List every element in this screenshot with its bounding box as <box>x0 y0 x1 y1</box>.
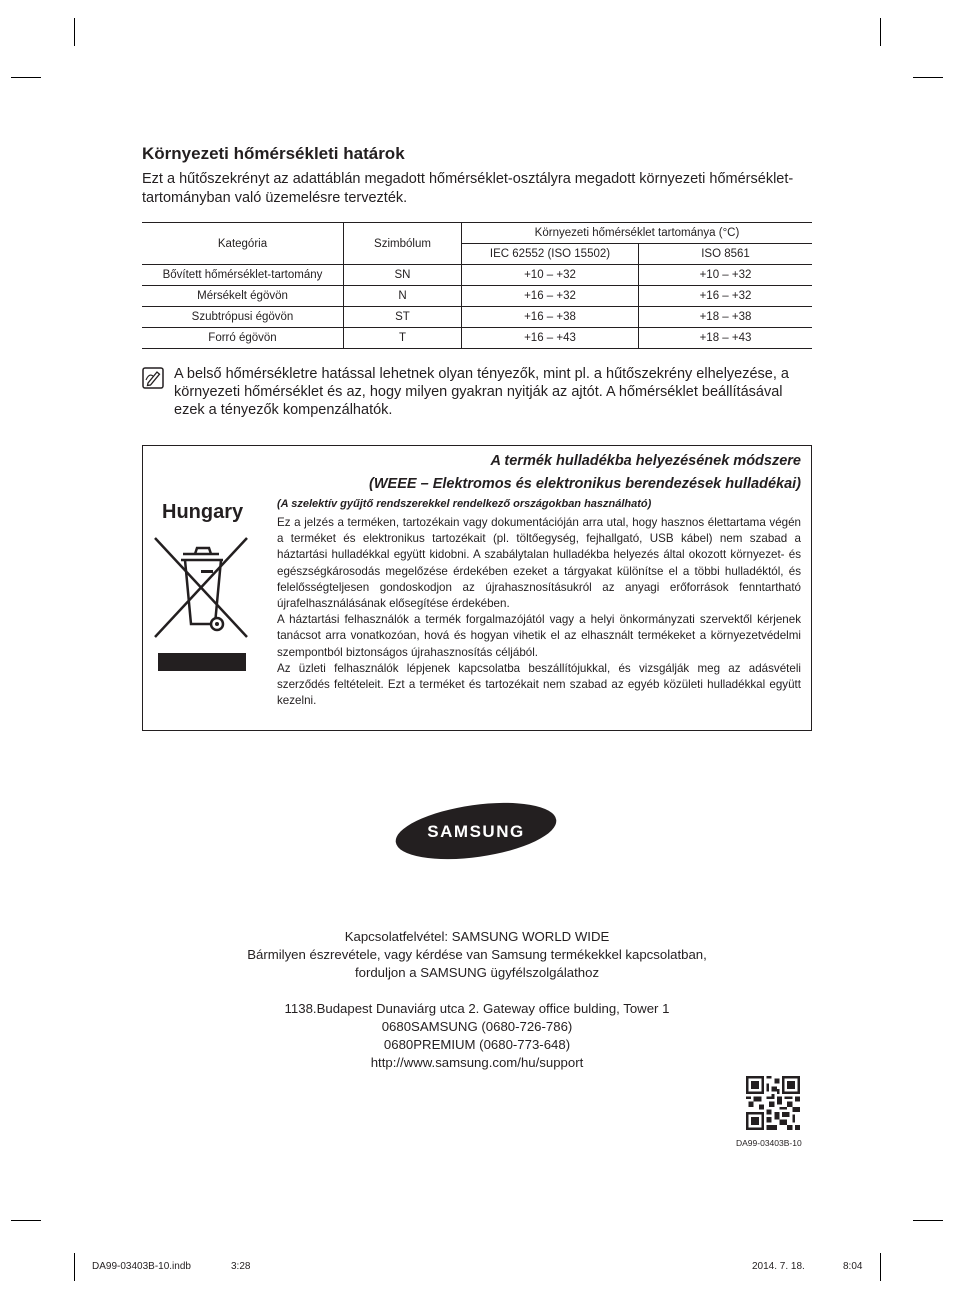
crop-mark <box>11 77 41 78</box>
weee-subtitle: (A szelektív gyűjtő rendszerekkel rendelkező országokban használható) <box>277 498 652 510</box>
cell-category: Bővített hőmérséklet-tartomány <box>142 265 344 286</box>
cell-iso: +18 – +38 <box>639 307 813 328</box>
weee-black-bar <box>158 653 246 671</box>
weee-paragraph: Ez a jelzés a terméken, tartozékain vagy dokumentációján arra utal, hogy hasznos élettartama végén a terméket és elektronikus tartozékait (pl. töltőegység, fejhallgató, USB kábel) nem szabad a háztartási hulladékkal együtt kidobni. A szabálytalan hulladékba helyezés által okozott környezet- és egészségkárosodás megelőzése érdekében ezeket a tárgyakat különítse el a többi hulladéktól, és felelősségteljesen gondoskodjon az újrahasznosításukról az anyagi erőforrások fenntartható újrafelhasználásának elősegítése érdekében. <box>277 516 801 611</box>
contact-phone: 0680PREMIUM (0680-773-648) <box>383 1037 571 1052</box>
header-category: Kategória <box>142 223 344 265</box>
cell-symbol: SN <box>344 265 462 286</box>
cell-iec: +16 – +43 <box>462 328 639 349</box>
header-symbol: Szimbólum <box>344 223 462 265</box>
table-row <box>142 265 812 286</box>
crop-mark <box>74 1253 75 1281</box>
contact-line: forduljon a SAMSUNG ügyfélszolgálathoz <box>354 965 600 980</box>
cell-category: Mérsékelt égövön <box>142 286 344 307</box>
footer-page: 3:28 <box>231 1261 251 1272</box>
cell-iec: +16 – +38 <box>462 307 639 328</box>
cell-iec: +10 – +32 <box>462 265 639 286</box>
contact-line: Kapcsolatfelvétel: SAMSUNG WORLD WIDE <box>344 929 610 944</box>
weee-body <box>277 515 801 709</box>
weee-title-line2: (WEEE – Elektromos és elektronikus berendezések hulladékai) <box>369 476 801 492</box>
contact-line: Bármilyen észrevétele, vagy kérdése van Samsung termékekkel kapcsolatban, <box>247 947 707 962</box>
cell-symbol: T <box>344 328 462 349</box>
cell-iso: +18 – +43 <box>639 328 813 349</box>
footer-date: 2014. 7. 18. <box>752 1261 805 1272</box>
cell-iec: +16 – +32 <box>462 286 639 307</box>
weee-paragraph: A háztartási felhasználók a termék forgalmazójától vagy a helyi önkormányzati szervektől kérjenek tanácsot arra vonatkozóan, hová és hogyan vihetik el az elhasznált termékeket a környezetvédelmi szempontból biztonságos újrahasznosítás céljából. <box>277 613 801 659</box>
footer-filename: DA99-03403B-10.indb <box>92 1261 191 1272</box>
cell-category: Forró égövön <box>142 328 344 349</box>
weee-box <box>142 445 812 731</box>
samsung-logo-text: SAMSUNG <box>427 822 525 841</box>
header-iso: ISO 8561 <box>639 244 813 265</box>
crop-mark <box>913 77 943 78</box>
table-row <box>142 307 812 328</box>
document-code: DA99-03403B-10 <box>736 1138 802 1148</box>
cell-symbol: N <box>344 286 462 307</box>
footer-time: 8:04 <box>843 1261 863 1272</box>
cell-symbol: ST <box>344 307 462 328</box>
contact-url: http://www.samsung.com/hu/support <box>370 1055 584 1070</box>
crop-mark <box>11 1220 41 1221</box>
note-text: A belső hőmérsékletre hatással lehetnek olyan tényezők, mint pl. a hűtőszekrény elhelyezése, a környezeti hőmérséklet és az, hogy milyen gyakran nyitják az ajtót. A hőmérséklet beállításával ezek a tényezők kompenzálhatók. <box>174 366 789 418</box>
country-label: Hungary <box>162 501 244 523</box>
contact-phone: 0680SAMSUNG (0680-726-786) <box>381 1019 573 1034</box>
header-iec: IEC 62552 (ISO 15502) <box>462 244 639 265</box>
crop-mark <box>880 1253 881 1281</box>
cell-category: Szubtrópusi égövön <box>142 307 344 328</box>
header-range: Környezeti hőmérséklet tartománya (°C) <box>462 223 813 244</box>
weee-title <box>369 450 801 496</box>
weee-title-line1: A termék hulladékba helyezésének módszere <box>490 453 801 469</box>
temperature-table <box>142 222 812 349</box>
note-pencil-icon <box>142 367 164 389</box>
samsung-logo <box>394 800 558 862</box>
crossed-out-bin-icon <box>153 536 249 639</box>
contact-address: 1138.Budapest Dunaviárg utca 2. Gateway office bulding, Tower 1 <box>284 1001 670 1016</box>
crop-mark <box>913 1220 943 1221</box>
table-row <box>142 328 812 349</box>
cell-iso: +10 – +32 <box>639 265 813 286</box>
weee-paragraph: Az üzleti felhasználók lépjenek kapcsolatba beszállítójukkal, és vizsgálják meg az adásvételi szerződés feltételeit. Ezt a terméket és tartozékait nem szabad az egyéb közületi hulladékkal együtt kezelni. <box>277 661 801 708</box>
section-intro: Ezt a hűtőszekrényt az adattáblán megadott hőmérséklet-osztályra megadott környezeti hőmérséklet-tartományban való üzemelésre tervezték. <box>142 171 794 206</box>
qr-code-icon <box>746 1076 800 1130</box>
contact-block <box>0 928 954 1072</box>
cell-iso: +16 – +32 <box>639 286 813 307</box>
crop-mark <box>880 18 881 46</box>
table-row <box>142 286 812 307</box>
crop-mark <box>74 18 75 46</box>
section-heading: Környezeti hőmérsékleti határok <box>142 144 405 163</box>
